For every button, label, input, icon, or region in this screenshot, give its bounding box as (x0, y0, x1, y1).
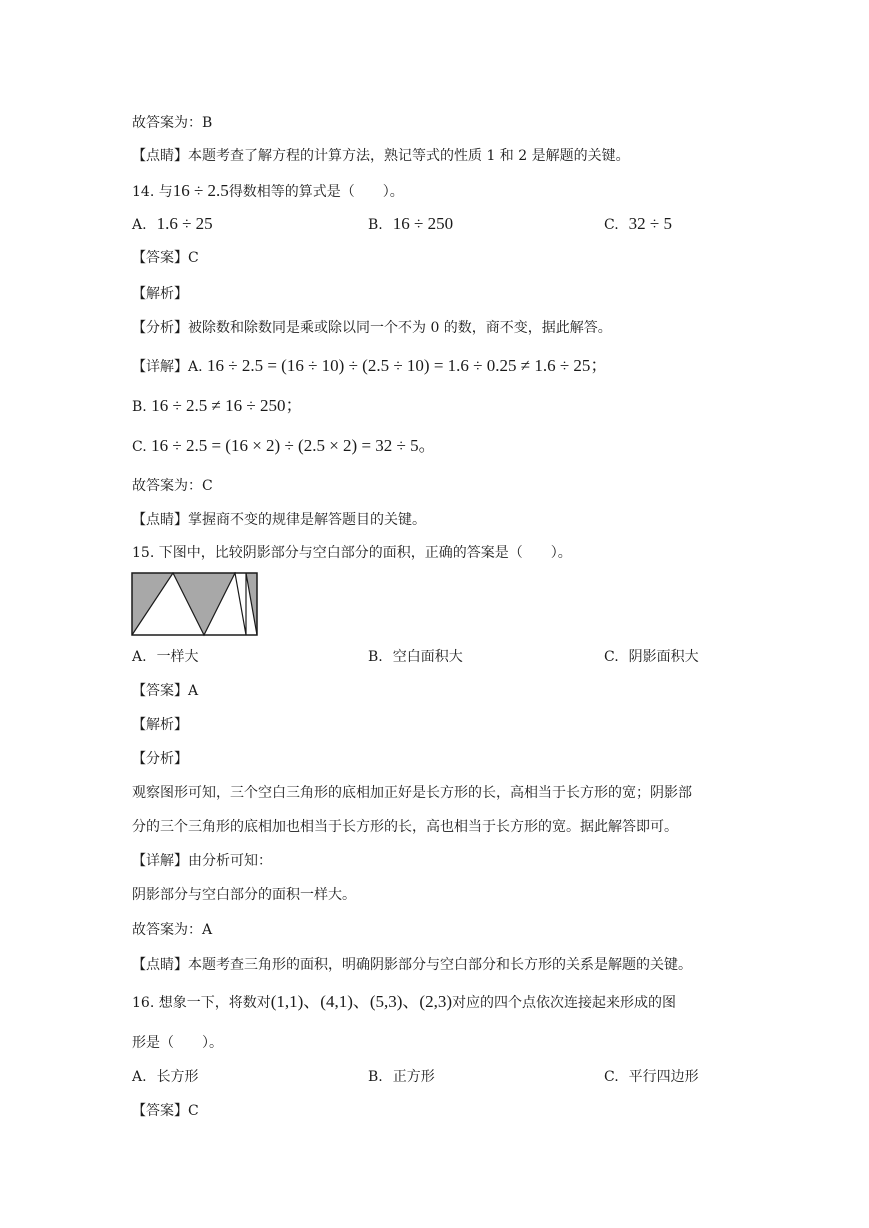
q15-jiexi: 【解析】 (132, 717, 188, 733)
option-value: 32 ÷ 5 (628, 214, 673, 233)
q16-stem-pairs: (1,1)、(4,1)、(5,3)、(2,3) (270, 992, 453, 1011)
option-value: 平行四边形 (628, 1069, 699, 1085)
q16-option-b (368, 1067, 435, 1087)
q15-option-a (132, 647, 199, 667)
comment-line: 【点睛】本题考查了解方程的计算方法，熟记等式的性质 1 和 2 是解题的关键。 (132, 148, 630, 164)
q15-detail-2: 阴影部分与空白部分的面积一样大。 (132, 887, 356, 903)
q16-stem-prefix: 16. 想象一下，将数对 (132, 995, 271, 1011)
option-label: A. (132, 1069, 147, 1085)
detail-prefix: 【详解】A. (132, 359, 203, 375)
detail-prefix: B. (132, 399, 147, 415)
option-label: B. (368, 649, 383, 665)
option-label: B. (368, 1069, 383, 1085)
q14-jiexi: 【解析】 (132, 286, 188, 302)
q14-detail-c (132, 436, 436, 457)
option-value: 1.6 ÷ 25 (156, 214, 213, 233)
q15-detail: 【详解】由分析可知： (132, 853, 272, 869)
q14-detail-a (132, 356, 607, 377)
q16-option-a (132, 1067, 199, 1087)
q16-stem-2: 形是（ ）。 (132, 1035, 223, 1051)
q16-option-c (604, 1067, 699, 1087)
option-label: C. (604, 1069, 619, 1085)
option-value: 空白面积大 (392, 649, 463, 665)
option-label: C. (604, 217, 619, 233)
option-value: 阴影面积大 (628, 649, 699, 665)
q14-stem-expr: 16 ÷ 2.5 (172, 181, 229, 200)
option-value: 一样大 (156, 649, 199, 665)
q14-detail-b (132, 396, 302, 417)
option-label: B. (368, 217, 383, 233)
option-value: 16 ÷ 250 (392, 214, 454, 233)
q15-option-b (368, 647, 463, 667)
q14-answer: 【答案】C (132, 250, 199, 266)
q14-option-b (368, 214, 453, 235)
q14-stem-suffix: 得数相等的算式是（ ）。 (228, 184, 404, 200)
q15-final: 故答案为：A (132, 922, 213, 938)
q15-analysis-1: 观察图形可知，三个空白三角形的底相加正好是长方形的长，高相当于长方形的宽；阴影部 (132, 785, 692, 801)
q15-stem: 15. 下图中，比较阴影部分与空白部分的面积，正确的答案是（ ）。 (132, 545, 572, 561)
q14-comment: 【点睛】掌握商不变的规律是解答题目的关键。 (132, 512, 426, 528)
detail-expr: 16 ÷ 2.5 = (16 ÷ 10) ÷ (2.5 ÷ 10) = 1.6 ÷ 0.25 ≠ 1.6 ÷ 25； (207, 356, 608, 375)
q14-stem-prefix: 14. 与 (132, 184, 173, 200)
q15-option-c (604, 647, 699, 667)
detail-expr: 16 ÷ 2.5 ≠ 16 ÷ 250； (151, 396, 303, 415)
q15-comment: 【点睛】本题考查三角形的面积，明确阴影部分与空白部分和长方形的关系是解题的关键。 (132, 957, 692, 973)
option-value: 正方形 (392, 1069, 435, 1085)
q14-stem (132, 181, 404, 202)
option-label: A. (132, 217, 147, 233)
q15-answer: 【答案】A (132, 683, 199, 699)
detail-prefix: C. (132, 439, 147, 455)
q14-fenxi: 【分析】被除数和除数同是乘或除以同一个不为 0 的数，商不变，据此解答。 (132, 320, 612, 336)
q15-fenxi: 【分析】 (132, 751, 188, 767)
q14-option-a (132, 214, 213, 235)
option-value: 长方形 (156, 1069, 199, 1085)
answer-line: 故答案为：B (132, 115, 213, 131)
q16-answer: 【答案】C (132, 1103, 199, 1119)
rectangle-with-triangles-figure (131, 572, 259, 638)
q14-final: 故答案为：C (132, 478, 213, 494)
option-label: C. (604, 649, 619, 665)
option-label: A. (132, 649, 147, 665)
q16-stem (132, 992, 676, 1013)
q14-option-c (604, 214, 672, 235)
q15-analysis-2: 分的三个三角形的底相加也相当于长方形的长，高也相当于长方形的宽。据此解答即可。 (132, 819, 678, 835)
q16-stem-suffix: 对应的四个点依次连接起来形成的图 (452, 995, 677, 1011)
detail-expr: 16 ÷ 2.5 = (16 × 2) ÷ (2.5 × 2) = 32 ÷ 5。 (151, 436, 436, 455)
